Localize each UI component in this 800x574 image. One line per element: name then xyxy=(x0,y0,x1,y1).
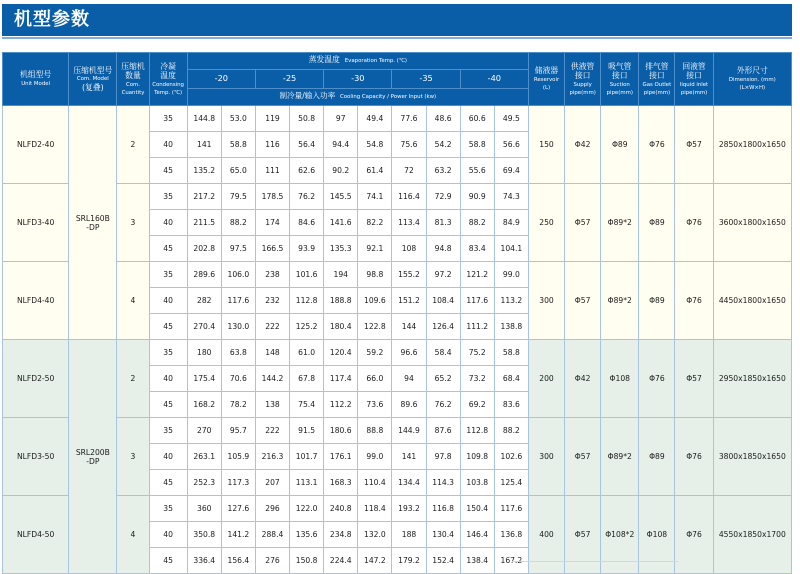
capacity-value-cell: 98.8 xyxy=(358,262,392,288)
capacity-value-cell: 138.4 xyxy=(460,548,494,574)
capacity-value-cell: 72 xyxy=(392,158,426,184)
gas-outlet-pipe-cell: Φ89 xyxy=(639,262,675,340)
capacity-value-cell: 232 xyxy=(255,288,289,314)
supply-pipe-cell: Φ57 xyxy=(565,184,601,262)
capacity-value-cell: 106.0 xyxy=(221,262,255,288)
capacity-value-cell: 148 xyxy=(255,340,289,366)
capacity-value-cell: 224.4 xyxy=(324,548,358,574)
cond-temp-cell: 40 xyxy=(149,522,187,548)
capacity-value-cell: 117.6 xyxy=(221,288,255,314)
capacity-value-cell: 141 xyxy=(187,132,221,158)
supply-pipe-cell: Φ57 xyxy=(565,418,601,496)
capacity-value-cell: 116 xyxy=(255,132,289,158)
gas-outlet-pipe-cell: Φ76 xyxy=(639,340,675,418)
capacity-value-cell: 103.8 xyxy=(460,470,494,496)
capacity-value-cell: 166.5 xyxy=(255,236,289,262)
capacity-value-cell: 56.4 xyxy=(290,132,324,158)
capacity-value-cell: 156.4 xyxy=(221,548,255,574)
capacity-value-cell: 180.4 xyxy=(324,314,358,340)
capacity-value-cell: 48.6 xyxy=(426,106,460,132)
com-qty-cell: 4 xyxy=(117,496,149,574)
capacity-value-cell: 60.6 xyxy=(460,106,494,132)
cond-temp-cell: 40 xyxy=(149,288,187,314)
capacity-value-cell: 105.9 xyxy=(221,444,255,470)
header-evap-minus30: -30 xyxy=(324,70,392,89)
capacity-value-cell: 134.4 xyxy=(392,470,426,496)
header-liquid-inlet-pipe: 回液管 接口 liquid inlet pipe(mm) xyxy=(675,53,713,106)
capacity-value-cell: 111.2 xyxy=(460,314,494,340)
capacity-value-cell: 276 xyxy=(255,548,289,574)
capacity-value-cell: 141.6 xyxy=(324,210,358,236)
suction-pipe-cell: Φ108*2 xyxy=(601,496,639,574)
capacity-value-cell: 145.5 xyxy=(324,184,358,210)
capacity-value-cell: 108.4 xyxy=(426,288,460,314)
gas-outlet-pipe-cell: Φ89 xyxy=(639,184,675,262)
capacity-value-cell: 135.6 xyxy=(290,522,324,548)
header-dimension: 外形尺寸 Dimension. (mm) (L×W×H) xyxy=(713,53,791,106)
reservoir-cell: 300 xyxy=(528,262,564,340)
liquid-inlet-pipe-cell: Φ76 xyxy=(675,184,713,262)
capacity-value-cell: 175.4 xyxy=(187,366,221,392)
unit-model-cell: NLFD2-40 xyxy=(3,106,69,184)
suction-pipe-cell: Φ108 xyxy=(601,340,639,418)
capacity-value-cell: 180.6 xyxy=(324,418,358,444)
capacity-value-cell: 141.2 xyxy=(221,522,255,548)
capacity-value-cell: 97 xyxy=(324,106,358,132)
capacity-value-cell: 119 xyxy=(255,106,289,132)
supply-pipe-cell: Φ42 xyxy=(565,340,601,418)
capacity-value-cell: 99.0 xyxy=(358,444,392,470)
com-model-cell xyxy=(69,340,117,574)
capacity-value-cell: 69.4 xyxy=(494,158,528,184)
suction-pipe-cell: Φ89*2 xyxy=(601,184,639,262)
cond-temp-cell: 45 xyxy=(149,392,187,418)
cond-temp-cell: 45 xyxy=(149,158,187,184)
capacity-value-cell: 79.5 xyxy=(221,184,255,210)
capacity-value-cell: 54.8 xyxy=(358,132,392,158)
capacity-value-cell: 211.5 xyxy=(187,210,221,236)
com-qty-cell: 2 xyxy=(117,340,149,418)
header-supply-pipe: 供液管 接口 Supply pipe(mm) xyxy=(565,53,601,106)
capacity-value-cell: 109.8 xyxy=(460,444,494,470)
cond-temp-cell: 35 xyxy=(149,418,187,444)
capacity-value-cell: 111 xyxy=(255,158,289,184)
capacity-value-cell: 77.6 xyxy=(392,106,426,132)
capacity-value-cell: 99.0 xyxy=(494,262,528,288)
capacity-value-cell: 122.8 xyxy=(358,314,392,340)
capacity-value-cell: 96.6 xyxy=(392,340,426,366)
capacity-value-cell: 117.4 xyxy=(324,366,358,392)
table-row xyxy=(3,418,792,444)
reservoir-cell: 250 xyxy=(528,184,564,262)
capacity-value-cell: 150.8 xyxy=(290,548,324,574)
capacity-value-cell: 130.0 xyxy=(221,314,255,340)
cond-temp-cell: 35 xyxy=(149,496,187,522)
capacity-value-cell: 270.4 xyxy=(187,314,221,340)
com-model-cell xyxy=(69,106,117,340)
com-qty-cell: 3 xyxy=(117,184,149,262)
supply-pipe-cell: Φ57 xyxy=(565,496,601,574)
capacity-value-cell: 151.2 xyxy=(392,288,426,314)
reservoir-cell: 200 xyxy=(528,340,564,418)
capacity-value-cell: 193.2 xyxy=(392,496,426,522)
capacity-value-cell: 114.3 xyxy=(426,470,460,496)
supply-pipe-cell: Φ42 xyxy=(565,106,601,184)
header-com-model: 压缩机型号 Com. Model (复叠) xyxy=(69,53,117,106)
capacity-value-cell: 81.3 xyxy=(426,210,460,236)
liquid-inlet-pipe-cell: Φ76 xyxy=(675,496,713,574)
capacity-value-cell: 56.6 xyxy=(494,132,528,158)
table-row xyxy=(3,262,792,288)
capacity-value-cell: 83.4 xyxy=(460,236,494,262)
capacity-value-cell: 188 xyxy=(392,522,426,548)
capacity-value-cell: 97.2 xyxy=(426,262,460,288)
cond-temp-cell: 45 xyxy=(149,548,187,574)
capacity-value-cell: 270 xyxy=(187,418,221,444)
capacity-value-cell: 113.4 xyxy=(392,210,426,236)
capacity-value-cell: 76.2 xyxy=(290,184,324,210)
header-row-1 xyxy=(3,53,792,70)
capacity-value-cell: 62.6 xyxy=(290,158,324,184)
capacity-value-cell: 88.2 xyxy=(221,210,255,236)
capacity-value-cell: 61.0 xyxy=(290,340,324,366)
capacity-value-cell: 75.4 xyxy=(290,392,324,418)
cond-temp-cell: 45 xyxy=(149,236,187,262)
capacity-value-cell: 101.7 xyxy=(290,444,324,470)
capacity-value-cell: 144.2 xyxy=(255,366,289,392)
liquid-inlet-pipe-cell: Φ57 xyxy=(675,340,713,418)
com-qty-cell: 3 xyxy=(117,418,149,496)
capacity-value-cell: 92.1 xyxy=(358,236,392,262)
capacity-value-cell: 74.1 xyxy=(358,184,392,210)
capacity-value-cell: 360 xyxy=(187,496,221,522)
reservoir-cell: 150 xyxy=(528,106,564,184)
gas-outlet-pipe-cell: Φ76 xyxy=(639,106,675,184)
header-cond-temp: 冷凝 温度 Condensing Temp. (℃) xyxy=(149,53,187,106)
cond-temp-cell: 35 xyxy=(149,184,187,210)
capacity-value-cell: 234.8 xyxy=(324,522,358,548)
capacity-value-cell: 58.4 xyxy=(426,340,460,366)
capacity-value-cell: 222 xyxy=(255,314,289,340)
capacity-value-cell: 101.6 xyxy=(290,262,324,288)
capacity-value-cell: 138 xyxy=(255,392,289,418)
dimension-cell: 2950x1850x1650 xyxy=(713,340,791,418)
cond-temp-cell: 40 xyxy=(149,132,187,158)
capacity-value-cell: 168.3 xyxy=(324,470,358,496)
cond-temp-cell: 45 xyxy=(149,470,187,496)
capacity-value-cell: 174 xyxy=(255,210,289,236)
capacity-value-cell: 58.8 xyxy=(494,340,528,366)
capacity-value-cell: 110.4 xyxy=(358,470,392,496)
capacity-value-cell: 73.6 xyxy=(358,392,392,418)
capacity-value-cell: 69.2 xyxy=(460,392,494,418)
capacity-value-cell: 50.8 xyxy=(290,106,324,132)
cond-temp-cell: 45 xyxy=(149,314,187,340)
capacity-value-cell: 59.2 xyxy=(358,340,392,366)
cond-temp-cell: 40 xyxy=(149,366,187,392)
capacity-value-cell: 155.2 xyxy=(392,262,426,288)
capacity-value-cell: 55.6 xyxy=(460,158,494,184)
capacity-value-cell: 144.8 xyxy=(187,106,221,132)
cond-temp-cell: 35 xyxy=(149,262,187,288)
suction-pipe-cell: Φ89*2 xyxy=(601,418,639,496)
dimension-cell: 4550x1850x1700 xyxy=(713,496,791,574)
capacity-value-cell: 122.0 xyxy=(290,496,324,522)
capacity-value-cell: 194 xyxy=(324,262,358,288)
capacity-value-cell: 54.2 xyxy=(426,132,460,158)
capacity-value-cell: 95.7 xyxy=(221,418,255,444)
footer-rule xyxy=(512,561,678,567)
dimension-cell: 3800x1850x1650 xyxy=(713,418,791,496)
dimension-cell: 2850x1800x1650 xyxy=(713,106,791,184)
capacity-value-cell: 188.8 xyxy=(324,288,358,314)
capacity-value-cell: 288.4 xyxy=(255,522,289,548)
capacity-value-cell: 116.4 xyxy=(392,184,426,210)
capacity-value-cell: 126.4 xyxy=(426,314,460,340)
capacity-value-cell: 78.2 xyxy=(221,392,255,418)
capacity-value-cell: 117.3 xyxy=(221,470,255,496)
header-suction-pipe: 吸气管 接口 Suction pipe(mm) xyxy=(601,53,639,106)
capacity-value-cell: 222 xyxy=(255,418,289,444)
com-model-line: -DP xyxy=(86,222,100,232)
capacity-value-cell: 125.4 xyxy=(494,470,528,496)
cond-temp-cell: 35 xyxy=(149,340,187,366)
unit-model-cell: NLFD3-50 xyxy=(3,418,69,496)
capacity-value-cell: 282 xyxy=(187,288,221,314)
capacity-value-cell: 97.8 xyxy=(426,444,460,470)
header-evap-temp: 蒸发温度 Evaporation Temp. (℃) xyxy=(187,53,528,70)
liquid-inlet-pipe-cell: Φ76 xyxy=(675,262,713,340)
title-underline xyxy=(2,37,792,39)
suction-pipe-cell: Φ89*2 xyxy=(601,262,639,340)
capacity-value-cell: 72.9 xyxy=(426,184,460,210)
capacity-value-cell: 141 xyxy=(392,444,426,470)
capacity-value-cell: 58.8 xyxy=(460,132,494,158)
capacity-value-cell: 82.2 xyxy=(358,210,392,236)
gas-outlet-pipe-cell: Φ89 xyxy=(639,418,675,496)
capacity-value-cell: 113.1 xyxy=(290,470,324,496)
capacity-value-cell: 117.6 xyxy=(460,288,494,314)
supply-pipe-cell: Φ57 xyxy=(565,262,601,340)
com-model-line: -DP xyxy=(86,456,100,466)
capacity-value-cell: 296 xyxy=(255,496,289,522)
capacity-value-cell: 136.8 xyxy=(494,522,528,548)
com-model-line: SRL200B xyxy=(75,447,110,457)
capacity-value-cell: 104.1 xyxy=(494,236,528,262)
capacity-value-cell: 168.2 xyxy=(187,392,221,418)
suction-pipe-cell: Φ89 xyxy=(601,106,639,184)
capacity-value-cell: 76.2 xyxy=(426,392,460,418)
capacity-value-cell: 130.4 xyxy=(426,522,460,548)
capacity-value-cell: 109.6 xyxy=(358,288,392,314)
capacity-value-cell: 167.2 xyxy=(494,548,528,574)
title-bar xyxy=(2,4,792,36)
header-com-qty: 压缩机 数量 Com. Cuantity xyxy=(117,53,149,106)
capacity-value-cell: 94.4 xyxy=(324,132,358,158)
liquid-inlet-pipe-cell: Φ57 xyxy=(675,106,713,184)
com-model-line: SRL160B xyxy=(75,213,110,223)
capacity-value-cell: 108 xyxy=(392,236,426,262)
capacity-value-cell: 65.0 xyxy=(221,158,255,184)
capacity-value-cell: 102.6 xyxy=(494,444,528,470)
cond-temp-cell: 40 xyxy=(149,444,187,470)
capacity-value-cell: 147.2 xyxy=(358,548,392,574)
table-row xyxy=(3,106,792,132)
capacity-value-cell: 178.5 xyxy=(255,184,289,210)
capacity-value-cell: 66.0 xyxy=(358,366,392,392)
capacity-value-cell: 112.8 xyxy=(290,288,324,314)
capacity-value-cell: 94 xyxy=(392,366,426,392)
capacity-value-cell: 217.2 xyxy=(187,184,221,210)
header-capacity: 制冷量/输入功率 Cooling Capacity / Power Input (kw) xyxy=(187,89,528,106)
capacity-value-cell: 179.2 xyxy=(392,548,426,574)
unit-model-cell: NLFD2-50 xyxy=(3,340,69,418)
dimension-cell: 3600x1800x1650 xyxy=(713,184,791,262)
capacity-value-cell: 135.2 xyxy=(187,158,221,184)
capacity-value-cell: 150.4 xyxy=(460,496,494,522)
capacity-value-cell: 74.3 xyxy=(494,184,528,210)
capacity-value-cell: 58.8 xyxy=(221,132,255,158)
capacity-value-cell: 216.3 xyxy=(255,444,289,470)
capacity-value-cell: 117.6 xyxy=(494,496,528,522)
capacity-value-cell: 135.3 xyxy=(324,236,358,262)
gas-outlet-pipe-cell: Φ108 xyxy=(639,496,675,574)
capacity-value-cell: 65.2 xyxy=(426,366,460,392)
capacity-value-cell: 88.8 xyxy=(358,418,392,444)
capacity-value-cell: 63.2 xyxy=(426,158,460,184)
capacity-value-cell: 84.6 xyxy=(290,210,324,236)
capacity-value-cell: 238 xyxy=(255,262,289,288)
capacity-value-cell: 88.2 xyxy=(494,418,528,444)
unit-model-cell: NLFD4-40 xyxy=(3,262,69,340)
reservoir-cell: 400 xyxy=(528,496,564,574)
unit-model-cell: NLFD4-50 xyxy=(3,496,69,574)
com-qty-cell: 4 xyxy=(117,262,149,340)
table-row xyxy=(3,340,792,366)
page-title: 机型参数 xyxy=(14,9,90,30)
capacity-value-cell: 75.2 xyxy=(460,340,494,366)
capacity-value-cell: 138.8 xyxy=(494,314,528,340)
capacity-value-cell: 112.8 xyxy=(460,418,494,444)
capacity-value-cell: 67.8 xyxy=(290,366,324,392)
capacity-value-cell: 202.8 xyxy=(187,236,221,262)
unit-model-cell: NLFD3-40 xyxy=(3,184,69,262)
capacity-value-cell: 75.6 xyxy=(392,132,426,158)
capacity-value-cell: 112.2 xyxy=(324,392,358,418)
capacity-value-cell: 146.4 xyxy=(460,522,494,548)
reservoir-cell: 300 xyxy=(528,418,564,496)
capacity-value-cell: 94.8 xyxy=(426,236,460,262)
capacity-value-cell: 132.0 xyxy=(358,522,392,548)
capacity-value-cell: 336.4 xyxy=(187,548,221,574)
capacity-value-cell: 89.6 xyxy=(392,392,426,418)
dimension-cell: 4450x1800x1650 xyxy=(713,262,791,340)
capacity-value-cell: 152.4 xyxy=(426,548,460,574)
capacity-value-cell: 63.8 xyxy=(221,340,255,366)
header-evap-minus25: -25 xyxy=(255,70,323,89)
capacity-value-cell: 350.8 xyxy=(187,522,221,548)
liquid-inlet-pipe-cell: Φ76 xyxy=(675,418,713,496)
header-gas-outlet-pipe: 排气管 接口 Gas Outlet pipe(mm) xyxy=(639,53,675,106)
capacity-value-cell: 90.9 xyxy=(460,184,494,210)
com-qty-cell: 2 xyxy=(117,106,149,184)
capacity-value-cell: 144 xyxy=(392,314,426,340)
capacity-value-cell: 121.2 xyxy=(460,262,494,288)
table-row xyxy=(3,184,792,210)
capacity-value-cell: 120.4 xyxy=(324,340,358,366)
capacity-value-cell: 49.5 xyxy=(494,106,528,132)
capacity-value-cell: 263.1 xyxy=(187,444,221,470)
header-evap-minus35: -35 xyxy=(392,70,460,89)
capacity-value-cell: 207 xyxy=(255,470,289,496)
capacity-value-cell: 53.0 xyxy=(221,106,255,132)
capacity-value-cell: 83.6 xyxy=(494,392,528,418)
header-unit-model: 机组型号 Unit Model xyxy=(3,53,69,106)
header-reservoir: 储液器 Reservoir (L) xyxy=(528,53,564,106)
capacity-value-cell: 118.4 xyxy=(358,496,392,522)
capacity-value-cell: 176.1 xyxy=(324,444,358,470)
capacity-value-cell: 61.4 xyxy=(358,158,392,184)
capacity-value-cell: 240.8 xyxy=(324,496,358,522)
spec-table xyxy=(2,52,792,574)
capacity-value-cell: 252.3 xyxy=(187,470,221,496)
capacity-value-cell: 49.4 xyxy=(358,106,392,132)
capacity-value-cell: 93.9 xyxy=(290,236,324,262)
capacity-value-cell: 180 xyxy=(187,340,221,366)
table-row xyxy=(3,496,792,522)
capacity-value-cell: 116.8 xyxy=(426,496,460,522)
capacity-value-cell: 84.9 xyxy=(494,210,528,236)
capacity-value-cell: 91.5 xyxy=(290,418,324,444)
capacity-value-cell: 113.2 xyxy=(494,288,528,314)
capacity-value-cell: 70.6 xyxy=(221,366,255,392)
capacity-value-cell: 144.9 xyxy=(392,418,426,444)
capacity-value-cell: 97.5 xyxy=(221,236,255,262)
capacity-value-cell: 88.2 xyxy=(460,210,494,236)
cond-temp-cell: 35 xyxy=(149,106,187,132)
spec-table-body xyxy=(3,106,792,574)
header-evap-minus20: -20 xyxy=(187,70,255,89)
capacity-value-cell: 127.6 xyxy=(221,496,255,522)
capacity-value-cell: 289.6 xyxy=(187,262,221,288)
capacity-value-cell: 125.2 xyxy=(290,314,324,340)
capacity-value-cell: 87.6 xyxy=(426,418,460,444)
capacity-value-cell: 90.2 xyxy=(324,158,358,184)
capacity-value-cell: 73.2 xyxy=(460,366,494,392)
capacity-value-cell: 68.4 xyxy=(494,366,528,392)
cond-temp-cell: 40 xyxy=(149,210,187,236)
header-evap-minus40: -40 xyxy=(460,70,528,89)
